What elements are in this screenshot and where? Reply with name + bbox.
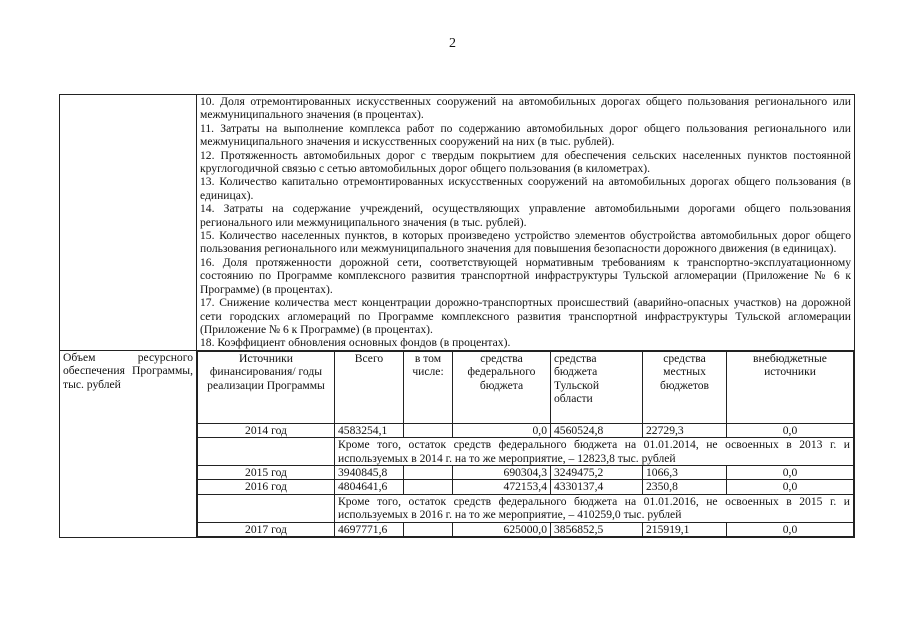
indicator-15: 15. Количество населенных пунктов, в которых произведено устройство элементов обустройства автомобильных дорог общего пользования регионального или межмуниципального значения для повышения безопасности дорожного движения (в единицах). [200, 229, 851, 256]
table-row [198, 522, 854, 536]
header-source: Источники финансирования/ годы реализации Программы [198, 351, 335, 423]
federal-cell: 690304,3 [453, 465, 551, 479]
federal-cell: 472153,4 [453, 480, 551, 494]
indicator-17: 17. Снижение количества мест концентрации дорожно-транспортных происшествий (аварийно-опасных участков) на дорожной сети городских агломераций по Программе комплексного развития транспортной инфраструктуры Тульской агломерации (Приложение № 6 к Программе) (в процентах). [200, 296, 851, 336]
note-spacer [198, 494, 335, 522]
table-row [198, 423, 854, 437]
incl-cell [404, 480, 453, 494]
note-2016: Кроме того, остаток средств федерального бюджета на 01.01.2016, не освоенных в 2015 г. и используемых в 2016 г. на то же мероприятие, – 410259,0 тыс. рублей [335, 494, 854, 522]
indicators-label-cell [60, 95, 197, 351]
offbudget-cell: 0,0 [727, 465, 854, 479]
indicators-row [60, 95, 855, 351]
funding-table [197, 351, 854, 537]
note-row [198, 494, 854, 522]
offbudget-cell: 0,0 [727, 480, 854, 494]
total-cell: 3940845,8 [335, 465, 404, 479]
indicator-16: 16. Доля протяженности дорожной сети, соответствующей нормативным требованиям к транспортно-эксплуатационному состоянию по Программе комплексного развития транспортной инфраструктуры Тульской агломерации (Приложение № 6 к Программе) (в процентах). [200, 255, 851, 296]
incl-cell [404, 522, 453, 536]
indicator-10: 10. Доля отремонтированных искусственных сооружений на автомобильных дорогах общего пользования регионального или межмуниципального значения (в процентах). [200, 95, 851, 122]
offbudget-cell: 0,0 [727, 522, 854, 536]
note-row [198, 438, 854, 466]
note-spacer [198, 438, 335, 466]
local-cell: 1066,3 [643, 465, 727, 479]
regional-cell: 4560524,8 [551, 423, 643, 437]
resource-cell [197, 350, 855, 537]
resource-label: Объем ресурсного обеспечения Программы, тыс. рублей [60, 350, 197, 537]
indicator-11: 11. Затраты на выполнение комплекса работ по содержанию автомобильных дорог общего пользования регионального или межмуниципального значения и искусственных сооружений на них (в тыс. рублей). [200, 121, 851, 149]
program-passport-table [59, 94, 855, 538]
regional-cell: 4330137,4 [551, 480, 643, 494]
total-cell: 4583254,1 [335, 423, 404, 437]
local-cell: 215919,1 [643, 522, 727, 536]
local-cell: 2350,8 [643, 480, 727, 494]
header-incl: в том числе: [404, 351, 453, 423]
indicator-13: 13. Количество капитально отремонтированных искусственных сооружений на автомобильных дорогах общего пользования (в единицах). [200, 175, 851, 202]
table-row [198, 465, 854, 479]
header-total: Всего [335, 351, 404, 423]
regional-cell: 3856852,5 [551, 522, 643, 536]
federal-cell: 0,0 [453, 423, 551, 437]
funding-header-row [198, 351, 854, 423]
header-regional: средства бюджета Тульской области [551, 351, 643, 423]
indicator-14: 14. Затраты на содержание учреждений, осуществляющих управление автомобильными дорогами общего пользования регионального или межмуниципального значения (в тыс. рублей). [200, 202, 851, 229]
federal-cell: 625000,0 [453, 522, 551, 536]
total-cell: 4697771,6 [335, 522, 404, 536]
local-cell: 22729,3 [643, 423, 727, 437]
year-cell: 2015 год [198, 465, 335, 479]
indicator-12: 12. Протяженность автомобильных дорог с твердым покрытием для обеспечения сельских населенных пунктов постоянной круглогодичной связью с сетью автомобильных дорог общего пользования (в километрах). [200, 148, 851, 176]
indicator-18: 18. Коэффициент обновления основных фондов (в процентах). [200, 336, 511, 350]
header-federal: средства федерального бюджета [453, 351, 551, 423]
year-cell: 2014 год [198, 423, 335, 437]
indicators-cell [197, 95, 855, 351]
incl-cell [404, 465, 453, 479]
offbudget-cell: 0,0 [727, 423, 854, 437]
table-row [198, 480, 854, 494]
resource-row [60, 350, 855, 537]
year-cell: 2017 год [198, 522, 335, 536]
note-2014: Кроме того, остаток средств федерального бюджета на 01.01.2014, не освоенных в 2013 г. и используемых в 2014 г. на то же мероприятие, – 12823,8 тыс. рублей [335, 438, 854, 466]
year-cell: 2016 год [198, 480, 335, 494]
header-offbudget: внебюджетные источники [727, 351, 854, 423]
total-cell: 4804641,6 [335, 480, 404, 494]
incl-cell [404, 423, 453, 437]
page-number: 2 [449, 36, 456, 51]
regional-cell: 3249475,2 [551, 465, 643, 479]
header-local: средства местных бюджетов [643, 351, 727, 423]
